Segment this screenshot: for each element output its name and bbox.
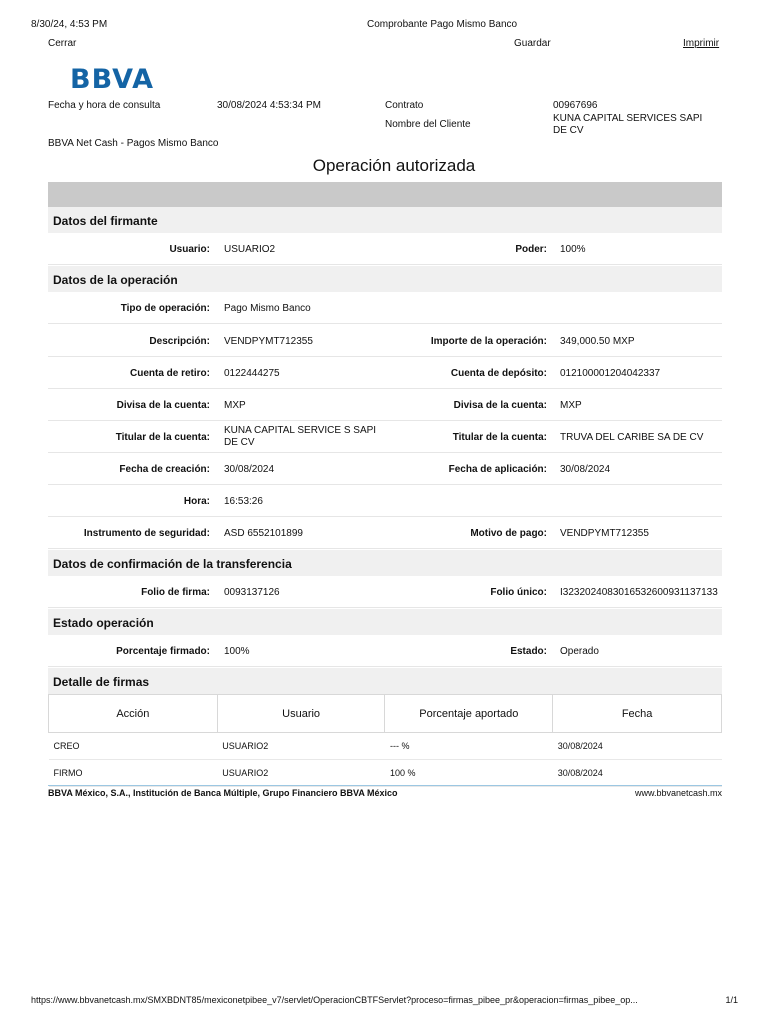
footer-website: www.bbvanetcash.mx — [634, 788, 722, 798]
section-title: Detalle de firmas — [53, 675, 150, 689]
section-estado — [48, 609, 722, 635]
section-firmante — [48, 207, 722, 233]
descripcion-label: Descripción: — [149, 336, 210, 347]
titular-deposito-value: TRUVA DEL CARIBE SA DE CV — [560, 432, 704, 443]
client-value-line2: DE CV — [553, 125, 584, 136]
divisa-retiro-label: Divisa de la cuenta: — [116, 400, 210, 411]
column-header: Fecha — [553, 695, 722, 733]
row-folios — [48, 576, 722, 608]
descripcion-value: VENDPYMT712355 — [224, 336, 313, 347]
row-fechas — [48, 453, 722, 485]
print-button[interactable]: Imprimir — [683, 38, 720, 49]
header-bar — [48, 182, 722, 207]
table-cell: CREO — [49, 733, 218, 760]
print-page-count: 1/1 — [725, 995, 738, 1005]
creacion-value: 30/08/2024 — [224, 464, 275, 475]
usuario-value: USUARIO2 — [224, 244, 276, 255]
contract-label: Contrato — [385, 100, 424, 111]
section-title: Datos del firmante — [53, 214, 158, 228]
hora-label: Hora: — [183, 496, 210, 507]
divisa-deposito-label: Divisa de la cuenta: — [453, 400, 547, 411]
porcentaje-label: Porcentaje firmado: — [116, 646, 210, 657]
folio-firma-label: Folio de firma: — [141, 587, 210, 598]
column-header: Acción — [49, 695, 218, 733]
row-titulares — [48, 421, 722, 453]
column-header: Usuario — [217, 695, 385, 733]
divisa-deposito-value: MXP — [560, 400, 582, 411]
section-operacion — [48, 266, 722, 292]
importe-label: Importe de la operación: — [430, 336, 547, 347]
poder-label: Poder: — [515, 244, 547, 255]
creacion-label: Fecha de creación: — [119, 464, 210, 475]
print-page-title: Comprobante Pago Mismo Banco — [367, 19, 518, 30]
row-tipo — [48, 292, 722, 324]
row-descripcion — [48, 325, 722, 357]
tipo-value: Pago Mismo Banco — [224, 303, 311, 314]
importe-value: 349,000.50 MXP — [560, 336, 635, 347]
titular-retiro-value-line2: DE CV — [224, 437, 255, 448]
titular-deposito-label: Titular de la cuenta: — [452, 432, 547, 443]
folio-unico-value: I3232024083016532600931137133 — [560, 587, 718, 598]
porcentaje-value: 100% — [224, 646, 250, 657]
motivo-label: Motivo de pago: — [470, 528, 547, 539]
service-name: BBVA Net Cash - Pagos Mismo Banco — [48, 138, 219, 149]
table-row — [49, 733, 722, 760]
column-header: Porcentaje aportado — [385, 695, 553, 733]
deposito-label: Cuenta de depósito: — [450, 368, 547, 379]
footer-company: BBVA México, S.A., Institución de Banca Múltiple, Grupo Financiero BBVA México — [48, 788, 398, 798]
divisa-retiro-value: MXP — [224, 400, 246, 411]
aplicacion-label: Fecha de aplicación: — [448, 464, 547, 475]
folio-firma-value: 0093137126 — [224, 587, 280, 598]
table-cell: 30/08/2024 — [553, 760, 722, 787]
section-detalle — [48, 668, 722, 694]
section-title: Datos de confirmación de la transferencia — [53, 557, 292, 571]
table-cell: FIRMO — [49, 760, 218, 787]
firmas-table — [48, 694, 722, 787]
print-url: https://www.bbvanetcash.mx/SMXBDNT85/mexiconetpibee_v7/servlet/OperacionCBTFServlet?proceso=firmas_pibee_pr&operacion=firmas_pibee_op... — [31, 995, 638, 1005]
section-confirmacion — [48, 550, 722, 576]
retiro-value: 0122444275 — [224, 368, 280, 379]
close-button[interactable]: Cerrar — [48, 38, 77, 49]
estado-label: Estado: — [510, 646, 547, 657]
estado-value: Operado — [560, 646, 599, 657]
consult-value: 30/08/2024 4:53:34 PM — [217, 100, 321, 111]
folio-unico-label: Folio único: — [490, 587, 547, 598]
table-cell: 30/08/2024 — [553, 733, 722, 760]
table-header-row — [49, 695, 722, 733]
instrumento-value: ASD 6552101899 — [224, 528, 303, 539]
row-cuentas — [48, 357, 722, 389]
section-title: Estado operación — [53, 616, 154, 630]
titular-retiro-value-line1: KUNA CAPITAL SERVICE S SAPI — [224, 425, 377, 436]
usuario-label: Usuario: — [169, 244, 210, 255]
consult-label: Fecha y hora de consulta — [48, 100, 161, 111]
table-row — [49, 760, 722, 787]
row-estado — [48, 635, 722, 667]
footer-divider — [48, 785, 722, 786]
row-usuario — [48, 233, 722, 265]
contract-value: 00967696 — [553, 100, 598, 111]
tipo-label: Tipo de operación: — [120, 303, 210, 314]
client-label: Nombre del Cliente — [385, 119, 471, 130]
row-instrumento — [48, 517, 722, 549]
row-divisas — [48, 389, 722, 421]
poder-value: 100% — [560, 244, 586, 255]
row-hora — [48, 485, 722, 517]
table-cell: 100 % — [385, 760, 553, 787]
save-button[interactable]: Guardar — [514, 38, 551, 49]
table-cell: --- % — [385, 733, 553, 760]
page-title: Operación autorizada — [312, 156, 476, 175]
print-datetime: 8/30/24, 4:53 PM — [31, 19, 108, 30]
client-value-line1: KUNA CAPITAL SERVICES SAPI — [553, 113, 703, 124]
instrumento-label: Instrumento de seguridad: — [83, 528, 210, 539]
table-cell: USUARIO2 — [217, 760, 385, 787]
bbva-logo: BBVA — [70, 64, 155, 95]
motivo-value: VENDPYMT712355 — [560, 528, 649, 539]
aplicacion-value: 30/08/2024 — [560, 464, 611, 475]
hora-value: 16:53:26 — [224, 496, 263, 507]
retiro-label: Cuenta de retiro: — [129, 368, 210, 379]
deposito-value: 012100001204042337 — [560, 368, 661, 379]
section-title: Datos de la operación — [53, 273, 178, 287]
table-cell: USUARIO2 — [217, 733, 385, 760]
titular-retiro-label: Titular de la cuenta: — [115, 432, 210, 443]
